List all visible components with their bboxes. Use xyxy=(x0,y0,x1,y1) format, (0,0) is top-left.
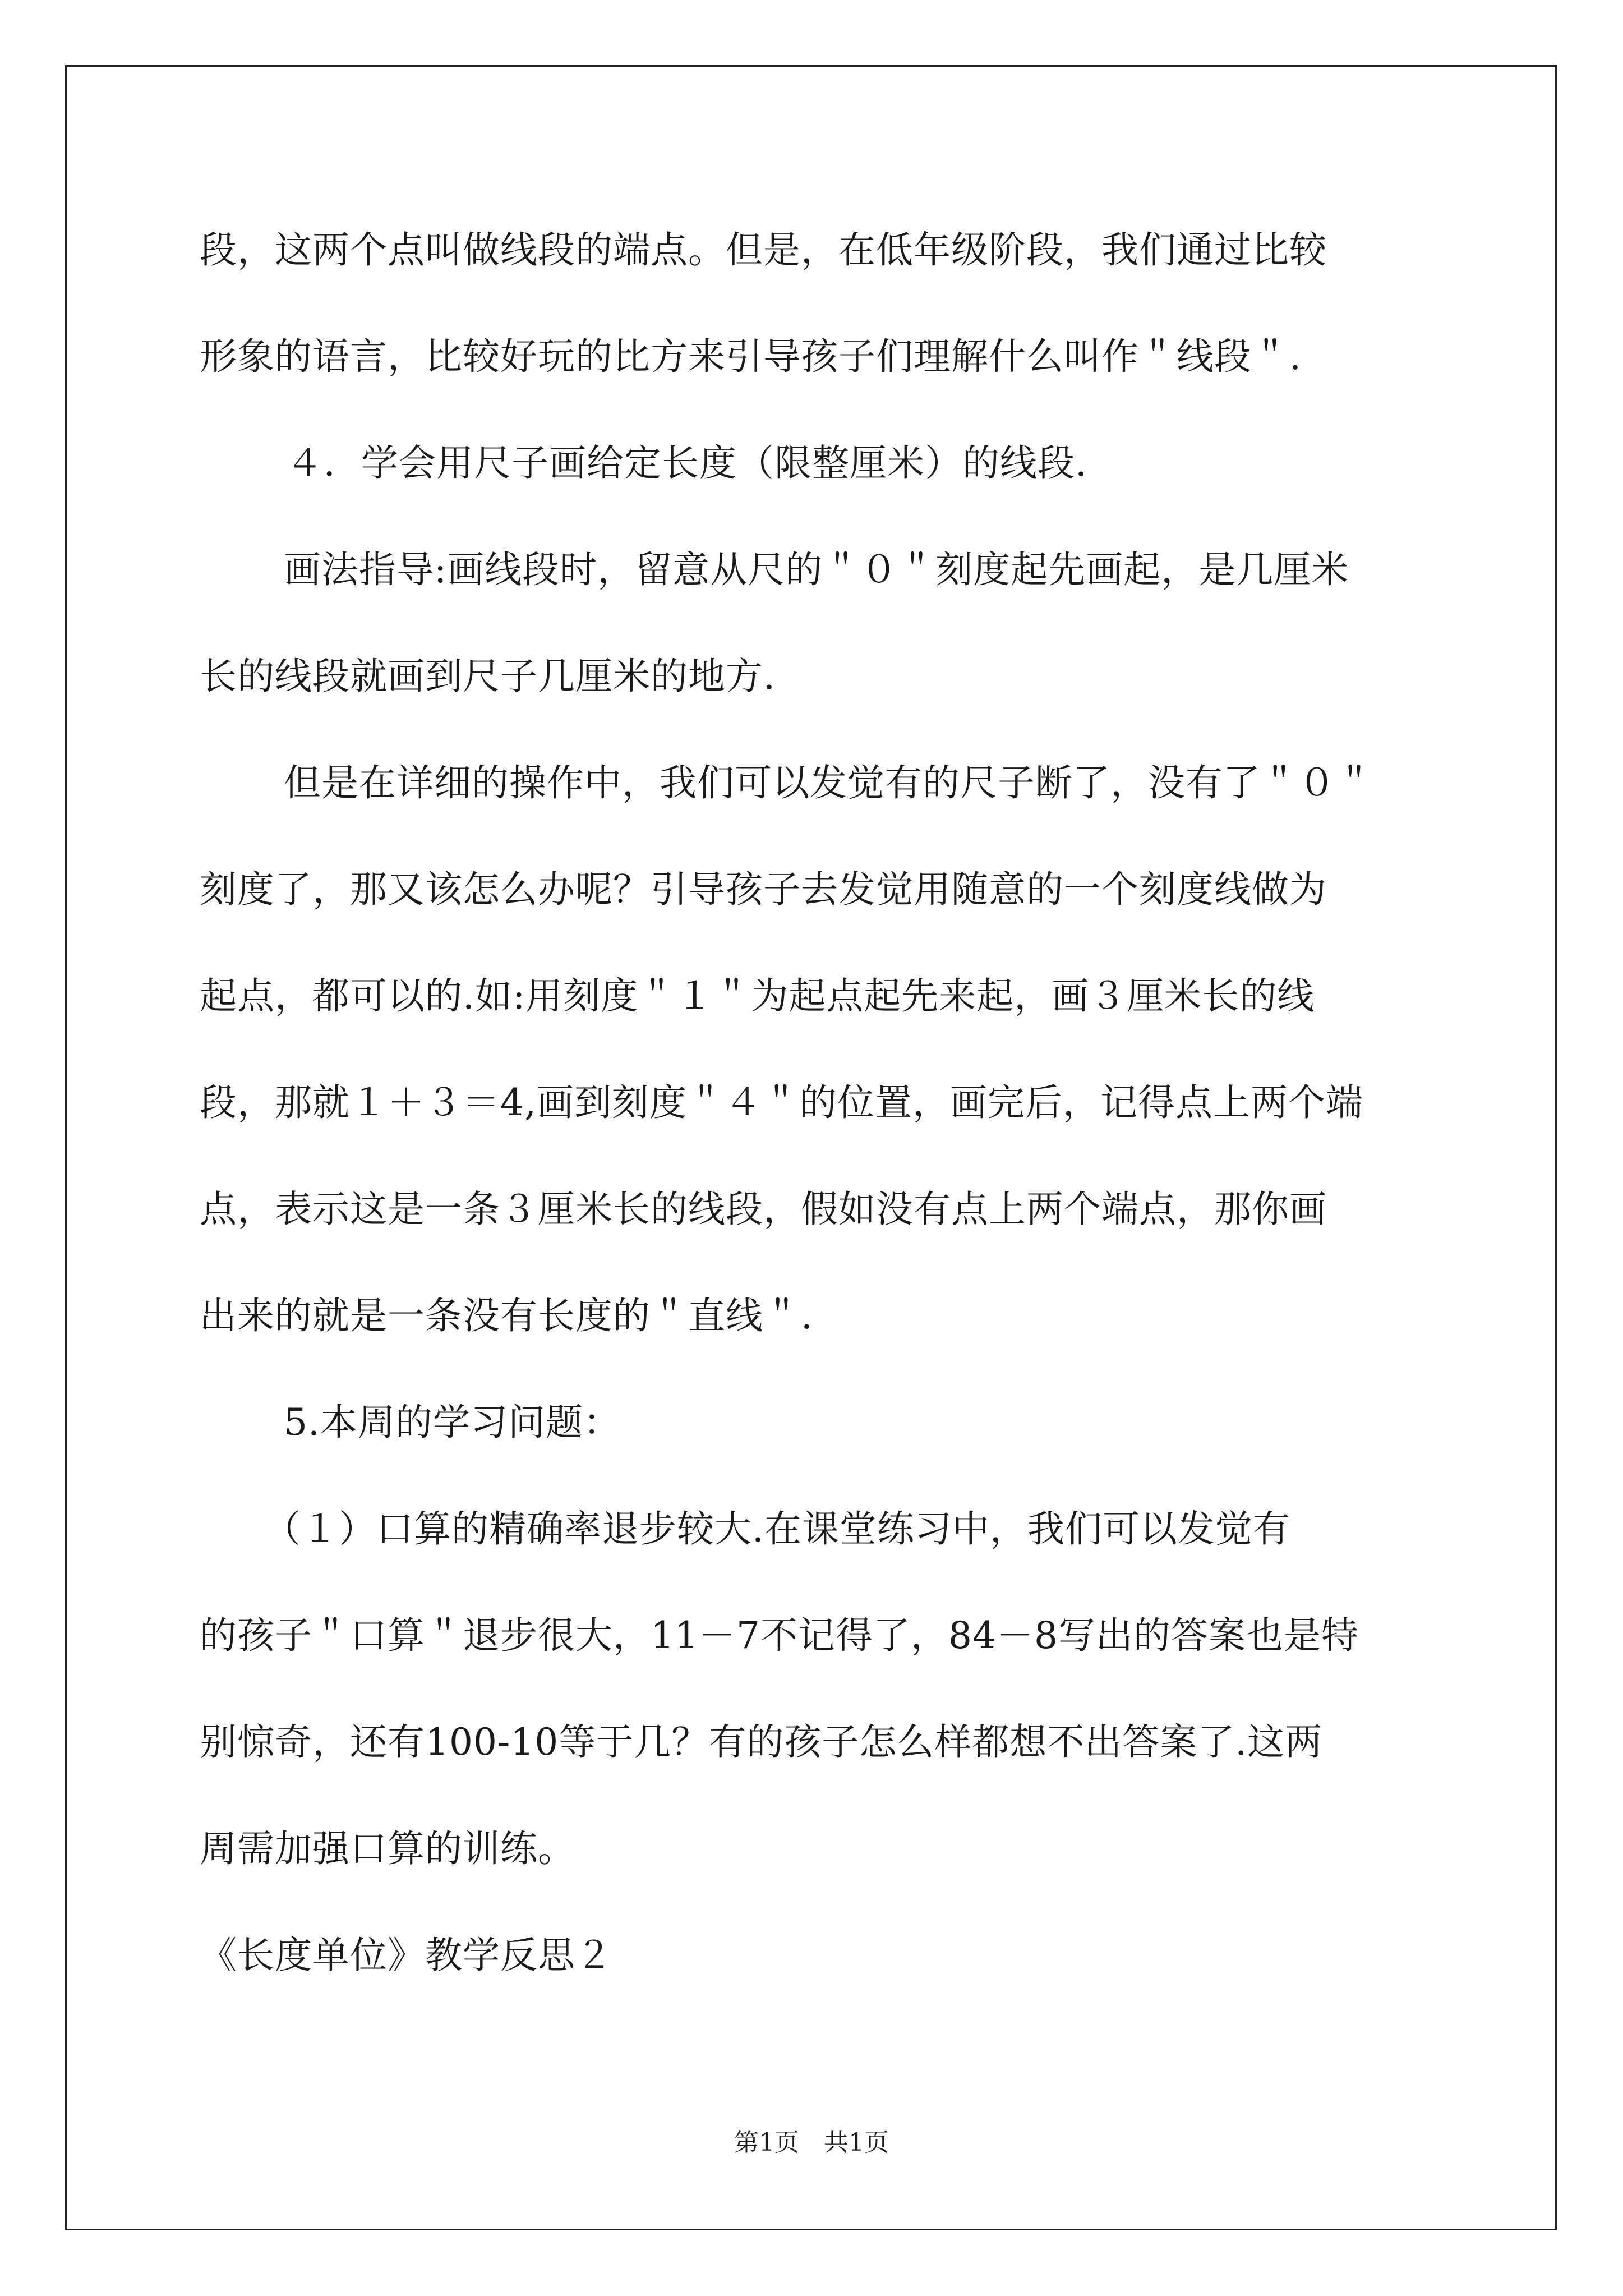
section-title: 《长度单位》教学反思２ xyxy=(200,1934,613,1977)
text-line: 长的线段就画到尺子几厘米的地方. xyxy=(200,655,776,698)
text-line: 起点，都可以的.如:用刻度＂１＂为起点起先来起，画３厘米长的线 xyxy=(200,974,1315,1018)
text-line: 段，这两个点叫做线段的端点。但是，在低年级阶段，我们通过比较 xyxy=(200,228,1327,272)
list-item-heading: 5.本周的学习问题： xyxy=(284,1401,621,1444)
text-line: 段，那就１＋３＝4,画到刻度＂４＂的位置，画完后，记得点上两个端 xyxy=(200,1081,1363,1124)
text-line: 出来的就是一条没有长度的＂直线＂. xyxy=(200,1294,813,1337)
text-line: 点，表示这是一条３厘米长的线段，假如没有点上两个端点，那你画 xyxy=(200,1188,1327,1231)
list-item-heading: ４．学会用尺子画给定长度（限整厘米）的线段. xyxy=(286,441,1087,485)
text-line: （１）口算的精确率退步较大.在课堂练习中，我们可以发觉有 xyxy=(264,1507,1290,1550)
page-border xyxy=(65,65,1557,2230)
page-number-footer: 第1页 共1页 xyxy=(734,2128,889,2157)
text-line: 形象的语言，比较好玩的比方来引导孩子们理解什么叫作＂线段＂. xyxy=(200,335,1302,378)
text-line: 刻度了，那又该怎么办呢？引导孩子去发觉用随意的一个刻度线做为 xyxy=(200,868,1327,911)
text-line: 的孩子＂口算＂退步很大，11－7不记得了，84－8写出的答案也是特 xyxy=(200,1614,1359,1657)
text-line: 别惊奇，还有100-10等于几？有的孩子怎么样都想不出答案了.这两 xyxy=(200,1720,1323,1764)
text-line: 画法指导:画线段时，留意从尺的＂０＂刻度起先画起，是几厘米 xyxy=(284,548,1349,591)
text-line: 周需加强口算的训练。 xyxy=(200,1827,575,1870)
text-line: 但是在详细的操作中，我们可以发觉有的尺子断了，没有了＂０＂ xyxy=(284,761,1373,804)
